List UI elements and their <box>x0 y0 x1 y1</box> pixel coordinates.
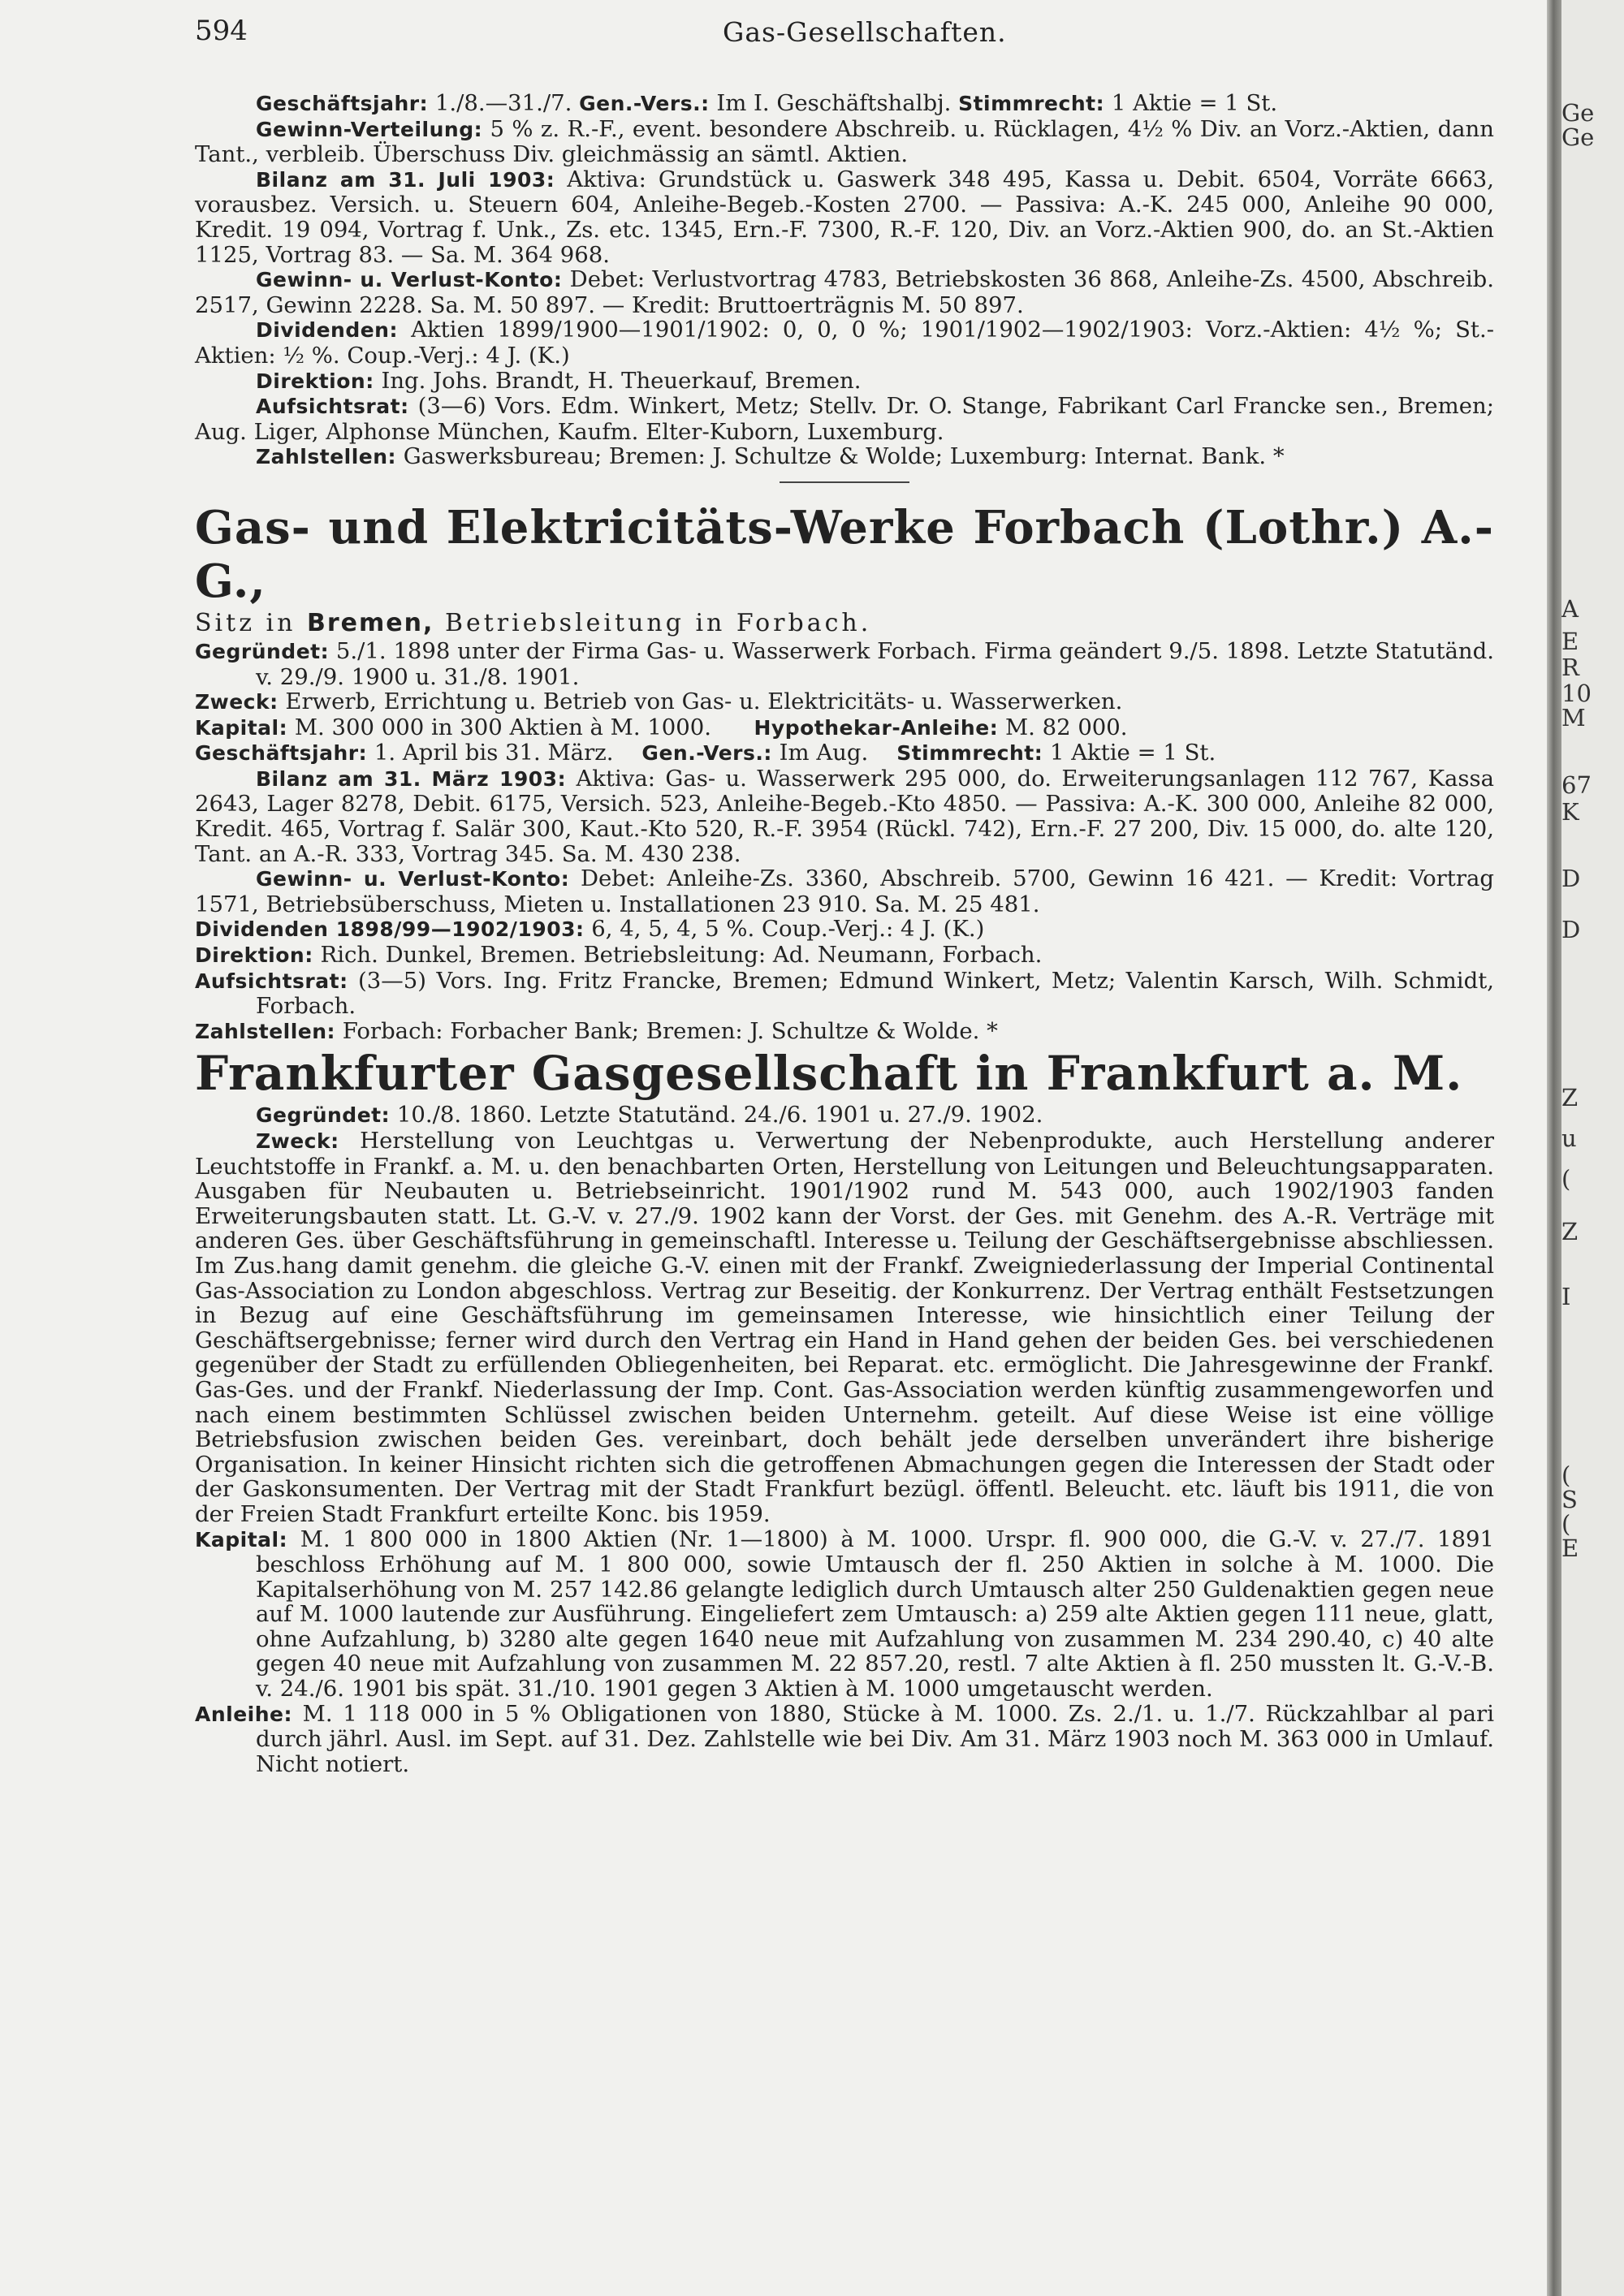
edge-fragment: Ge <box>1561 99 1595 127</box>
edge-fragment: Z <box>1561 1218 1579 1245</box>
edge-fragment: Z <box>1561 1084 1579 1111</box>
label-aufsichtsrat-2: Aufsichtsrat: <box>195 969 348 993</box>
text-genvers: Im I. Geschäftshalbj. <box>716 90 952 116</box>
text-dividenden-2: 6, 4, 5, 4, 5 %. Coup.-Verj.: 4 J. (K.) <box>591 916 985 943</box>
edge-fragment: 67 <box>1561 771 1592 799</box>
text-direktion: Ing. Johs. Brandt, H. Theuerkauf, Bremen. <box>381 367 862 394</box>
zweck-para <box>195 689 1494 715</box>
text-gegruendet-3: 10./8. 1860. Letzte Statutänd. 24./6. 1901 u. 27./9. 1902. <box>396 1102 1043 1129</box>
text-guv-2: Debet: Anleihe-Zs. 3360, Abschreib. 5700, Gewinn 16 421. — Kredit: Vortrag 1571, Betriebsüberschuss, Mieten u. Installationen 23 910. Sa. M. 25 481. <box>195 865 1494 917</box>
edge-fragment: E <box>1561 628 1579 655</box>
company-title-frankfurt: Frankfurter Gasgesellschaft in Frankfurt a. M. <box>195 1046 1463 1102</box>
seat-prefix: Sitz in <box>195 608 296 637</box>
guv-para <box>195 267 1494 317</box>
edge-fragment: ( <box>1561 1461 1571 1489</box>
label-direktion-2: Direktion: <box>195 943 313 968</box>
text-aufsichtsrat-2: (3—5) Vors. Ing. Fritz Francke, Bremen; Edmund Winkert, Metz; Valentin Karsch, Wilh. Schmidt, Forbach. <box>256 967 1494 1020</box>
label-hypothek: Hypothekar-Anleihe: <box>754 715 999 740</box>
label-guv: Gewinn- u. Verlust-Konto: <box>256 268 563 292</box>
geschaeftsjahr-para-2 <box>195 740 1494 766</box>
text-guv: Debet: Verlustvortrag 4783, Betriebskosten 36 868, Anleihe-Zs. 4500, Abschreib. 2517, Gewinn 2228. Sa. M. 50 897. — Kredit: Bruttoerträgnis M. 50 897. <box>195 266 1495 318</box>
edge-fragment: S <box>1561 1486 1578 1513</box>
edge-fragment: E <box>1561 1534 1579 1562</box>
label-gegruendet: Gegründet: <box>195 639 330 663</box>
label-stimmrecht: Stimmrecht: <box>958 92 1105 115</box>
gewinnverteilung-para <box>195 117 1494 167</box>
bilanz-para <box>195 167 1494 267</box>
label-kapital: Kapital: <box>195 715 288 740</box>
label-aufsichtsrat: Aufsichtsrat: <box>256 395 409 419</box>
seat-suffix: Betriebsleitung in Forbach. <box>444 608 872 637</box>
gegruendet-para-3 <box>195 1103 1494 1129</box>
label-bilanz: Bilanz am 31. Juli 1903: <box>256 167 555 192</box>
text-hypothek: M. 82 000. <box>1004 714 1128 740</box>
text-geschaeftsjahr-2: 1. April bis 31. März. <box>374 740 614 766</box>
anleihe-para-3 <box>195 1702 1494 1777</box>
text-kapital: M. 300 000 in 300 Aktien à M. 1000. <box>294 714 712 740</box>
text-dividenden: Aktien 1899/1900—1901/1902: 0, 0, 0 %; 1901/1902—1902/1903: Vorz.-Aktien: 4½ %; St.-Aktien: ½ %. Coup.-Verj.: 4 J. (K.) <box>195 317 1494 369</box>
text-direktion-2: Rich. Dunkel, Bremen. Betriebsleitung: Ad. Neumann, Forbach. <box>320 942 1043 969</box>
aufsichtsrat-para-2 <box>195 969 1494 1019</box>
book-gutter <box>1547 0 1561 2296</box>
edge-fragment: 10 <box>1561 680 1592 707</box>
label-zweck-3: Zweck: <box>256 1129 339 1153</box>
label-kapital-3: Kapital: <box>195 1527 288 1552</box>
edge-fragment: ( <box>1561 1510 1571 1538</box>
label-zahlstellen-2: Zahlstellen: <box>195 1019 336 1043</box>
text-bilanz-2: Aktiva: Gas- u. Wasserwerk 295 000, do. Erweiterungsanlagen 112 767, Kassa 2643, Lager 8278, Debit. 6175, Versich. 523, Anleihe-Begeb.-Kto 4850. — Passiva: A.-K. 300 000, Anleihe 82 000, Kredit. 465, Vortrag f. Salär 300, Kaut.-Kto 520, R.-F. 3954 (Rückl. 742), Ern.-F. 27 200, Div. 15 000, do. alte 120, Tant. an A.-R. 333, Vortrag 345. Sa. M. 430 238. <box>195 765 1495 867</box>
zweck-para-3 <box>195 1129 1494 1527</box>
label-stimmrecht-2: Stimmrecht: <box>896 741 1043 766</box>
direktion-para-2 <box>195 943 1494 969</box>
label-geschaeftsjahr-2: Geschäftsjahr: <box>195 741 368 766</box>
label-dividenden-2: Dividenden 1898/99—1902/1903: <box>195 917 585 942</box>
gegruendet-para <box>195 639 1494 689</box>
label-dividenden: Dividenden: <box>256 318 398 343</box>
company-seat-forbach <box>195 608 1494 639</box>
text-stimmrecht: 1 Aktie = 1 St. <box>1111 90 1278 116</box>
text-anleihe-3: M. 1 118 000 in 5 % Obligationen von 1880, Stücke à M. 1000. Zs. 2./1. u. 1./7. Rückzahlbar al pari durch jährl. Ausl. im Sept. auf 31. Dez. Zahlstelle wie bei Div. Am 31. März 1903 noch M. 363 000 in Umlauf. Nicht notiert. <box>256 1700 1494 1777</box>
edge-fragment: M <box>1561 704 1586 732</box>
text-gegruendet: 5./1. 1898 unter der Firma Gas- u. Wasserwerk Forbach. Firma geändert 9./5. 1898. Letzte Statutänd. v. 29./9. 1900 u. 31./8. 1901. <box>256 637 1494 690</box>
page-header <box>195 15 1494 55</box>
dividenden-para-2 <box>195 917 1494 943</box>
text-zahlstellen: Gaswerksbureau; Bremen: J. Schultze & Wolde; Luxemburg: Internat. Bank. * <box>403 443 1285 470</box>
zahlstellen-para <box>195 444 1494 470</box>
edge-fragment: D <box>1561 916 1581 943</box>
edge-fragment: R <box>1561 654 1579 681</box>
text-gewinnverteilung: 5 % z. R.-F., event. besondere Abschreib. u. Rücklagen, 4½ % Div. an Vorz.-Aktien, dann Tant., verbleib. Überschuss Div. gleichmässig an sämtl. Aktien. <box>195 115 1494 168</box>
guv-para-2 <box>195 866 1494 917</box>
text-bilanz: Aktiva: Grundstück u. Gaswerk 348 495, Kassa u. Debit. 6504, Vorräte 6663, vorausbez. Versich. u. Steuern 604, Anleihe-Begeb.-Kosten 2700. — Passiva: A.-K. 245 000, Anleihe 90 000, Kredit. 19 094, Vortrag f. Unk., Zs. etc. 1345, Ern.-F. 7300, R.-F. 120, Div. an Vorz.-Aktien 900, do. an St.-Aktien 1125, Vortrag 83. — Sa. M. 364 968. <box>195 166 1494 268</box>
text-aufsichtsrat: (3—6) Vors. Edm. Winkert, Metz; Stellv. Dr. O. Stange, Fabrikant Carl Francke sen., Bremen; Aug. Liger, Alphonse München, Kaufm. Elter-Kuborn, Luxemburg. <box>195 393 1494 445</box>
kapital-para <box>195 715 1494 741</box>
entry-frankfurt <box>195 1044 1494 1776</box>
dividenden-para <box>195 317 1494 368</box>
page-content <box>195 91 1494 1776</box>
text-geschaeftsjahr: 1./8.—31./7. <box>434 90 572 116</box>
edge-fragment: ( <box>1561 1165 1571 1193</box>
edge-fragment: K <box>1561 798 1579 826</box>
edge-fragment: I <box>1561 1283 1571 1310</box>
label-gegruendet-3: Gegründet: <box>256 1103 391 1128</box>
edge-fragment: Ge <box>1561 123 1595 151</box>
text-zweck: Erwerb, Errichtung u. Betrieb von Gas- u. Elektricitäts- u. Wasserwerken. <box>285 688 1123 715</box>
seat-city: Bremen, <box>307 608 434 637</box>
label-geschaeftsjahr: Geschäftsjahr: <box>256 92 429 115</box>
label-direktion: Direktion: <box>256 369 374 393</box>
edge-fragment: u <box>1561 1124 1577 1152</box>
company-title-forbach: Gas- und Elektricitäts-Werke Forbach (Lothr.) A.-G., <box>195 500 1494 608</box>
section-divider <box>780 481 909 483</box>
zahlstellen-para-2 <box>195 1019 1494 1045</box>
text-zahlstellen-2: Forbach: Forbacher Bank; Bremen: J. Schultze & Wolde. * <box>342 1017 998 1044</box>
label-zweck: Zweck: <box>195 690 279 714</box>
label-guv-2: Gewinn- u. Verlust-Konto: <box>256 867 570 891</box>
bilanz-para-2 <box>195 766 1494 866</box>
text-zweck-3: Herstellung von Leuchtgas u. Verwertung der Nebenprodukte, auch Herstellung anderer Leuchtstoffe in Frankf. a. M. u. den benachbarten Orten, Herstellung von Leitungen und Beleuchtungsapparaten. Ausgaben für Neubauten u. Betriebseinricht. 1901/1902 rund M. 543 000, auch 1902/1903 fanden Erweiterungsbauten statt. Lt. G.-V. v. 27./9. 1902 kann der Vorst. der Ges. mit Genehm. des A.-R. Verträge mit anderen Ges. über Geschäftsführung in gemeinschaftl. Interesse u. Teilung der Geschäftsergebnisse abschliessen. Im Zus.hang damit genehm. die gleiche G.-V. einen mit der Frankf. Zweigniederlassung der Imperial Continental Gas-Association zu London abgeschloss. Vertrag zur Beseitig. der Konkurrenz. Der Vertrag enthält Festsetzungen in Bezug auf eine Geschäftsführung im gemeinsamen Interesse, wie hinsichtlich einer Teilung der Geschäftsergebnisse; ferner wird durch den Vertrag ein Hand in Hand gehen der beiden Ges. bei verschiedenen gegenüber der Stadt zu erfüllenden Obliegenheiten, bei Reparat. etc. ermöglicht. Die Jahresgewinne der Frankf. Gas-Ges. und der Frankf. Niederlassung der Imp. Cont. Gas-Association werden künftig zusammengeworfen und nach einem bestimmten Schlüssel zwischen beiden Unternehm. geteilt. Auf diese Weise ist eine völlige Betriebsfusion zwischen beiden Ges. vereinbart, doch behält jede derselben unverändert ihre bisherige Organisation. In keiner Hinsicht richten sich die getroffenen Abmachungen gegen die Interessen der Stadt oder der Gaskonsumenten. Der Vertrag mit der Stadt Frankfurt bezügl. öffentl. Beleucht. etc. läuft bis 1911, die von der Freien Stadt Frankfurt erteilte Konc. bis 1959. <box>195 1128 1494 1527</box>
label-zahlstellen: Zahlstellen: <box>256 445 397 469</box>
entry-continued <box>195 91 1494 470</box>
label-genvers: Gen.-Vers.: <box>579 92 710 115</box>
text-kapital-3: M. 1 800 000 in 1800 Aktien (Nr. 1—1800) à M. 1000. Urspr. fl. 900 000, die G.-V. v. 27./7. 1891 beschloss Erhöhung auf M. 1 800 000, sowie Umtausch der fl. 250 Aktien in solche à M. 1000. Die Kapitalserhöhung von M. 257 142.86 gelangte lediglich durch Umtausch alter 250 Guldenaktien gegen neue auf M. 1000 lautende zur Ausführung. Eingeliefert zem Umtausch: a) 259 alte Aktien gegen 111 neue, glatt, ohne Aufzahlung, b) 3280 alte gegen 1640 neue mit Aufzahlung von zusammen M. 234 290.40, c) 40 alte gegen 40 neue mit Aufzahlung von zusammen M. 22 857.20, restl. 7 alte Aktien à fl. 250 mussten lt. G.-V.-B. v. 24./6. 1901 bis spät. 31./10. 1901 gegen 3 Aktien à M. 1000 umgetauscht werden. <box>256 1526 1495 1703</box>
adjacent-page-edge <box>1561 0 1624 2296</box>
text-stimmrecht-2: 1 Aktie = 1 St. <box>1049 740 1216 766</box>
label-gewinnverteilung: Gewinn-Verteilung: <box>256 117 483 141</box>
label-genvers-2: Gen.-Vers.: <box>641 741 772 766</box>
aufsichtsrat-para <box>195 394 1494 444</box>
label-anleihe-3: Anleihe: <box>195 1702 292 1726</box>
edge-fragment: D <box>1561 865 1581 892</box>
geschaeftsjahr-line <box>195 91 1494 117</box>
kapital-para-3 <box>195 1527 1494 1702</box>
edge-fragment: A <box>1561 595 1579 623</box>
entry-forbach <box>195 501 1494 1045</box>
direktion-para <box>195 369 1494 395</box>
page-number: 594 <box>195 15 248 47</box>
label-bilanz-2: Bilanz am 31. März 1903: <box>256 766 567 791</box>
running-title: Gas-Gesellschaften. <box>723 16 1007 48</box>
text-genvers-2: Im Aug. <box>779 740 869 766</box>
